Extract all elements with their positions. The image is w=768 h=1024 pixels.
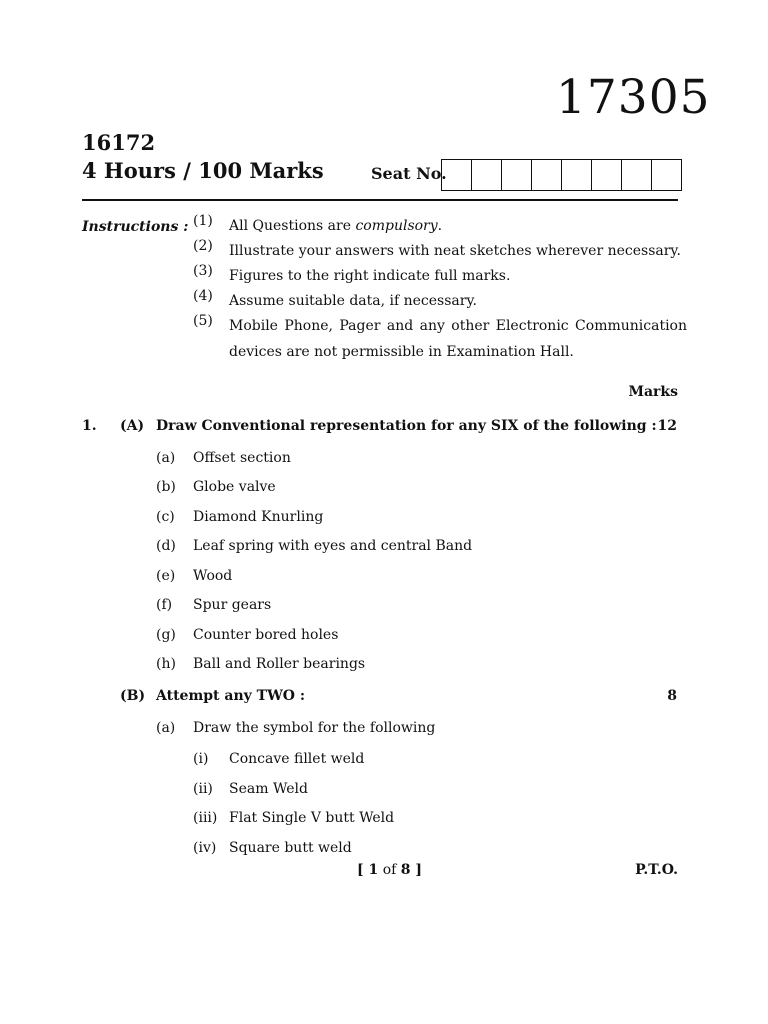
instruction-text-part: .	[437, 218, 443, 234]
instruction-text: Mobile Phone, Pager and any other Electronic Communication devices are not permissible in Examination Hall.	[229, 318, 687, 360]
seat-number-label: Seat No.	[371, 164, 447, 183]
instruction-number: (1)	[193, 213, 213, 229]
instruction-item	[193, 213, 687, 239]
item-label: (c)	[156, 509, 175, 525]
subitem-label: (iii)	[193, 810, 218, 826]
marks-heading: Marks	[628, 384, 678, 400]
item-text: Wood	[193, 568, 233, 584]
instructions-label: Instructions :	[82, 219, 189, 235]
item-label: (d)	[156, 538, 176, 554]
item-label: (a)	[156, 450, 176, 466]
item-text: Leaf spring with eyes and central Band	[193, 538, 473, 554]
subitem-text: Square butt weld	[229, 840, 352, 856]
subject-code: 16172	[82, 130, 156, 155]
question-number: 1.	[82, 418, 97, 434]
page-number-total: 8 ]	[400, 862, 423, 878]
item-label: (h)	[156, 656, 176, 672]
seat-number-box[interactable]	[442, 160, 472, 190]
item-label: (e)	[156, 568, 176, 584]
item-label: (a)	[156, 720, 176, 736]
item-text: Globe valve	[193, 479, 276, 495]
instruction-item	[193, 313, 687, 365]
subitem-label: (ii)	[193, 781, 213, 797]
instruction-text: Assume suitable data, if necessary.	[229, 293, 477, 309]
section-text: Draw Conventional representation for any SIX of the following :	[156, 418, 657, 434]
section-marks: 12	[657, 418, 677, 434]
instruction-text: Figures to the right indicate full marks.	[229, 268, 511, 284]
pto-label: P.T.O.	[635, 862, 678, 878]
instruction-number: (5)	[193, 313, 213, 329]
subitem-label: (i)	[193, 751, 209, 767]
seat-number-box[interactable]	[532, 160, 562, 190]
instruction-item	[193, 238, 687, 264]
page-number-current: [ 1	[357, 862, 379, 878]
paper-code: 17305	[556, 70, 711, 125]
seat-number-boxes[interactable]	[441, 159, 682, 191]
section-label: (A)	[120, 418, 145, 434]
section-marks: 8	[667, 688, 677, 704]
section-label: (B)	[120, 688, 146, 704]
item-text: Spur gears	[193, 597, 272, 613]
instruction-item	[193, 263, 687, 289]
instruction-text	[229, 213, 687, 239]
page-number	[357, 862, 422, 878]
item-text: Ball and Roller bearings	[193, 656, 366, 672]
seat-number-box[interactable]	[592, 160, 622, 190]
seat-number-box[interactable]	[652, 160, 681, 190]
instruction-number: (3)	[193, 263, 213, 279]
subitem-text: Flat Single V butt Weld	[229, 810, 395, 826]
subitem-text: Seam Weld	[229, 781, 308, 797]
item-text: Counter bored holes	[193, 627, 339, 643]
item-label: (b)	[156, 479, 176, 495]
instruction-text: Illustrate your answers with neat sketches wherever necessary.	[229, 243, 681, 259]
duration-marks: 4 Hours / 100 Marks	[82, 158, 324, 183]
seat-number-box[interactable]	[562, 160, 592, 190]
item-label: (f)	[156, 597, 173, 613]
instruction-number: (2)	[193, 238, 213, 254]
instruction-number: (4)	[193, 288, 213, 304]
subitem-label: (iv)	[193, 840, 217, 856]
seat-number-box[interactable]	[502, 160, 532, 190]
seat-number-box[interactable]	[622, 160, 652, 190]
section-text: Attempt any TWO :	[156, 688, 306, 704]
item-label: (g)	[156, 627, 176, 643]
item-text: Diamond Knurling	[193, 509, 324, 525]
item-text: Offset section	[193, 450, 291, 466]
seat-number-box[interactable]	[472, 160, 502, 190]
instruction-item	[193, 288, 687, 314]
subitem-text: Concave fillet weld	[229, 751, 365, 767]
page-number-of: of	[378, 862, 401, 878]
instruction-emphasis: compulsory	[355, 218, 438, 234]
header-divider	[82, 199, 678, 201]
instruction-text-part: All Questions are	[229, 218, 356, 234]
item-text: Draw the symbol for the following	[193, 720, 436, 736]
